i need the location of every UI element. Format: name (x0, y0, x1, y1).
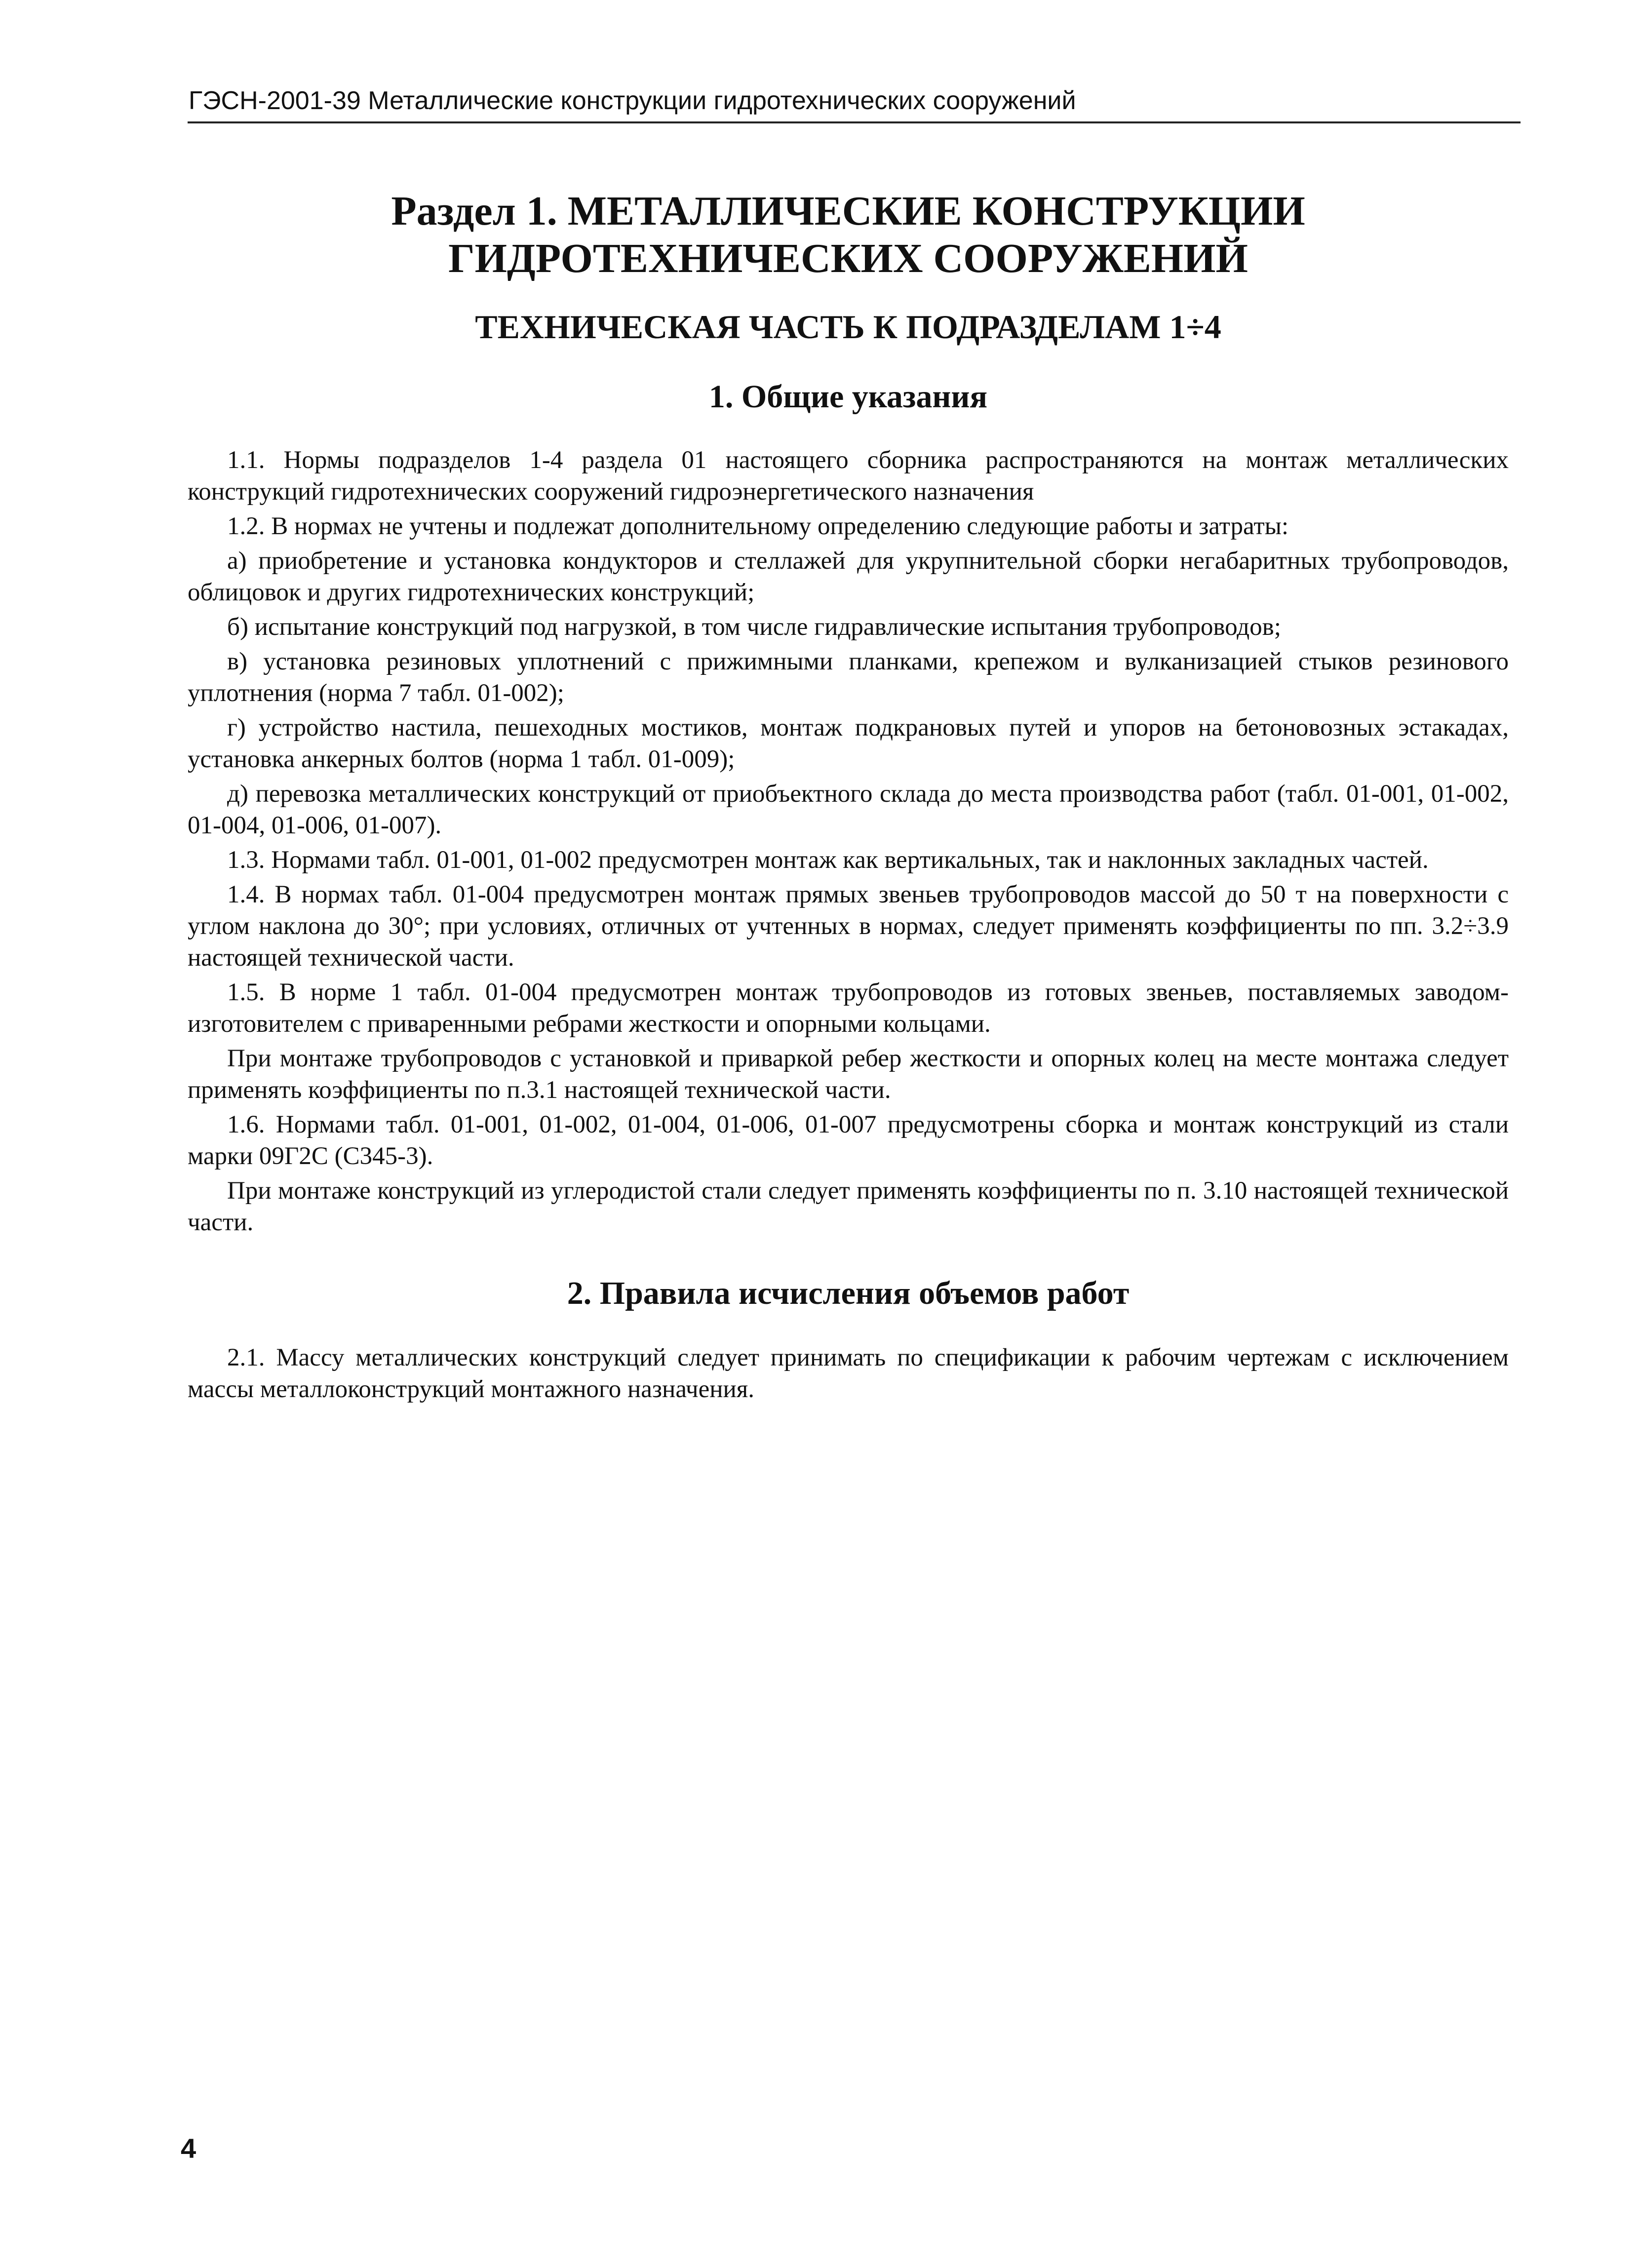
section-title: Раздел 1. МЕТАЛЛИЧЕСКИЕ КОНСТРУКЦИИ ГИДРОТЕХНИЧЕСКИХ СООРУЖЕНИЙ (391, 188, 1305, 281)
paragraph-2-1: 2.1. Массу металлических конструкций следует принимать по спецификации к рабочим чертежам с исключением массы металлоконструкций монтажного назначения. (188, 1344, 1509, 1403)
section-subtitle: ТЕХНИЧЕСКАЯ ЧАСТЬ К ПОДРАЗДЕЛАМ 1÷4 (475, 308, 1221, 346)
paragraph-1-2-g: г) устройство настила, пешеходных мостиков, монтаж подкрановых путей и упоров на бетоновозных эстакадах, установка анкерных болтов (норма 1 табл. 01-009); (188, 714, 1509, 773)
paragraph-1-5: 1.5. В норме 1 табл. 01-004 предусмотрен монтаж трубопроводов из готовых звеньев, поставляемых заводом-изготовителем с приваренными ребрами жесткости и опорными кольцами. (188, 978, 1509, 1038)
rules-heading: 2. Правила исчисления объемов работ (567, 1275, 1130, 1311)
paragraph-1-2-v: в) установка резиновых уплотнений с прижимными планками, крепежом и вулканизацией стыков резинового уплотнения (норма 7 табл. 01-002); (188, 648, 1509, 707)
header-rule (188, 121, 1521, 123)
paragraph-1-5-note: При монтаже трубопроводов с установкой и приваркой ребер жесткости и опорных колец на месте монтажа следует применять коэффициенты по п.3.1 настоящей технической части. (188, 1045, 1509, 1104)
general-paragraphs (188, 444, 1509, 1238)
paragraph-1-6-note: При монтаже конструкций из углеродистой стали следует применять коэффициенты по п. 3.10 настоящей технической части. (188, 1177, 1509, 1236)
paragraph-1-4: 1.4. В нормах табл. 01-004 предусмотрен монтаж прямых звеньев трубопроводов массой до 50 т на поверхности с углом наклона до 30°; при условиях, отличных от учтенных в нормах, следует применять коэффициенты по пп. 3.2÷3.9 настоящей технической части. (188, 881, 1509, 972)
paragraph-1-3: 1.3. Нормами табл. 01-001, 01-002 предусмотрен монтаж как вертикальных, так и наклонных закладных частей. (227, 846, 1429, 874)
running-header: ГЭСН-2001-39 Металлические конструкции гидротехнических сооружений (189, 86, 1076, 115)
general-heading: 1. Общие указания (708, 379, 988, 415)
page-number: 4 (181, 2133, 196, 2164)
paragraph-1-6: 1.6. Нормами табл. 01-001, 01-002, 01-004, 01-006, 01-007 предусмотрены сборка и монтаж конструкций из стали марки 09Г2С (С345-3). (188, 1111, 1509, 1170)
paragraph-1-2-a: а) приобретение и установка кондукторов и стеллажей для укрупнительной сборки негабаритных трубопроводов, облицовок и других гидротехнических конструкций; (188, 547, 1509, 606)
paragraph-1-2-d: д) перевозка металлических конструкций от приобъектного склада до места производства работ (табл. 01-001, 01-002, 01-004, 01-006, 01-007). (188, 780, 1509, 839)
paragraph-1-2: 1.2. В нормах не учтены и подлежат дополнительному определению следующие работы и затраты: (227, 512, 1289, 540)
paragraph-1-2-b: б) испытание конструкций под нагрузкой, в том числе гидравлические испытания трубопроводов; (227, 613, 1281, 641)
paragraph-1-1: 1.1. Нормы подразделов 1-4 раздела 01 настоящего сборника распространяются на монтаж металлических конструкций гидротехнических сооружений гидроэнергетического назначения (188, 446, 1509, 506)
page-content (188, 188, 1509, 1408)
rules-paragraphs (188, 1342, 1509, 1405)
